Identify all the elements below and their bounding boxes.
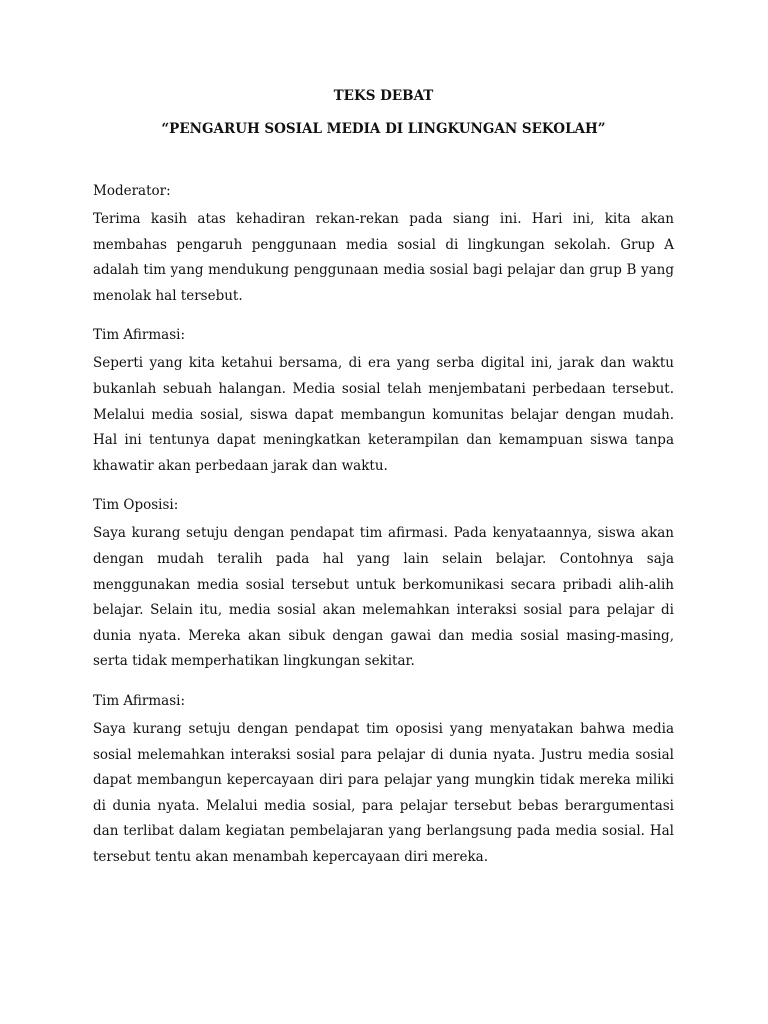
debate-section-affirmative-1: [93, 325, 674, 479]
debate-section-opposition: [93, 495, 674, 675]
speech-paragraph: Saya kurang setuju dengan pendapat tim oposisi yang menyatakan bahwa media sosial melemahkan interaksi sosial para pelajar di dunia nyata. Justru media sosial dapat membangun kepercayaan diri para pelajar yang mungkin tidak mereka miliki di dunia nyata. Melalui media sosial, para pelajar tersebut bebas berargumentasi dan terlibat dalam kegiatan pembelajaran yang berlangsung pada media sosial. Hal tersebut tentu akan menambah kepercayaan diri mereka.: [93, 720, 674, 865]
speaker-label: Moderator:: [93, 183, 171, 199]
speaker-label: Tim Afirmasi:: [93, 327, 186, 344]
speech-paragraph: Terima kasih atas kehadiran rekan-rekan pada siang ini. Hari ini, kita akan membahas pengaruh penggunaan media sosial di lingkungan sekolah. Grup A adalah tim yang mendukung penggunaan media sosial bagi pelajar dan grup B yang menolak hal tersebut.: [93, 211, 674, 304]
debate-body: [93, 181, 674, 870]
speech-paragraph: Saya kurang setuju dengan pendapat tim afirmasi. Pada kenyataannya, siswa akan dengan mudah teralih pada hal yang lain selain belajar. Contohnya saja menggunakan media sosial tersebut untuk berkomunikasi secara pribadi alih-alih belajar. Selain itu, media sosial akan melemahkan interaksi sosial para pelajar di dunia nyata. Mereka akan sibuk dengan gawai dan media sosial masing-masing, serta tidak memperhatikan lingkungan sekitar.: [93, 525, 674, 670]
speaker-label: Tim Oposisi:: [93, 497, 179, 514]
speech-paragraph: Seperti yang kita ketahui bersama, di era yang serba digital ini, jarak dan waktu bukanlah sebuah halangan. Media sosial telah menjembatani perbedaan tersebut. Melalui media sosial, siswa dapat membangun komunitas belajar dengan mudah. Hal ini tentunya dapat meningkatkan keterampilan dan kemampuan siswa tanpa khawatir akan perbedaan jarak dan waktu.: [93, 355, 674, 474]
debate-section-affirmative-2: [93, 691, 674, 871]
document-title: TEKS DEBAT: [333, 88, 434, 104]
document-subtitle: “PENGARUH SOSIAL MEDIA DI LINGKUNGAN SEKOLAH”: [161, 121, 606, 137]
debate-section-moderator: [93, 181, 674, 309]
speaker-label: Tim Afirmasi:: [93, 692, 186, 709]
